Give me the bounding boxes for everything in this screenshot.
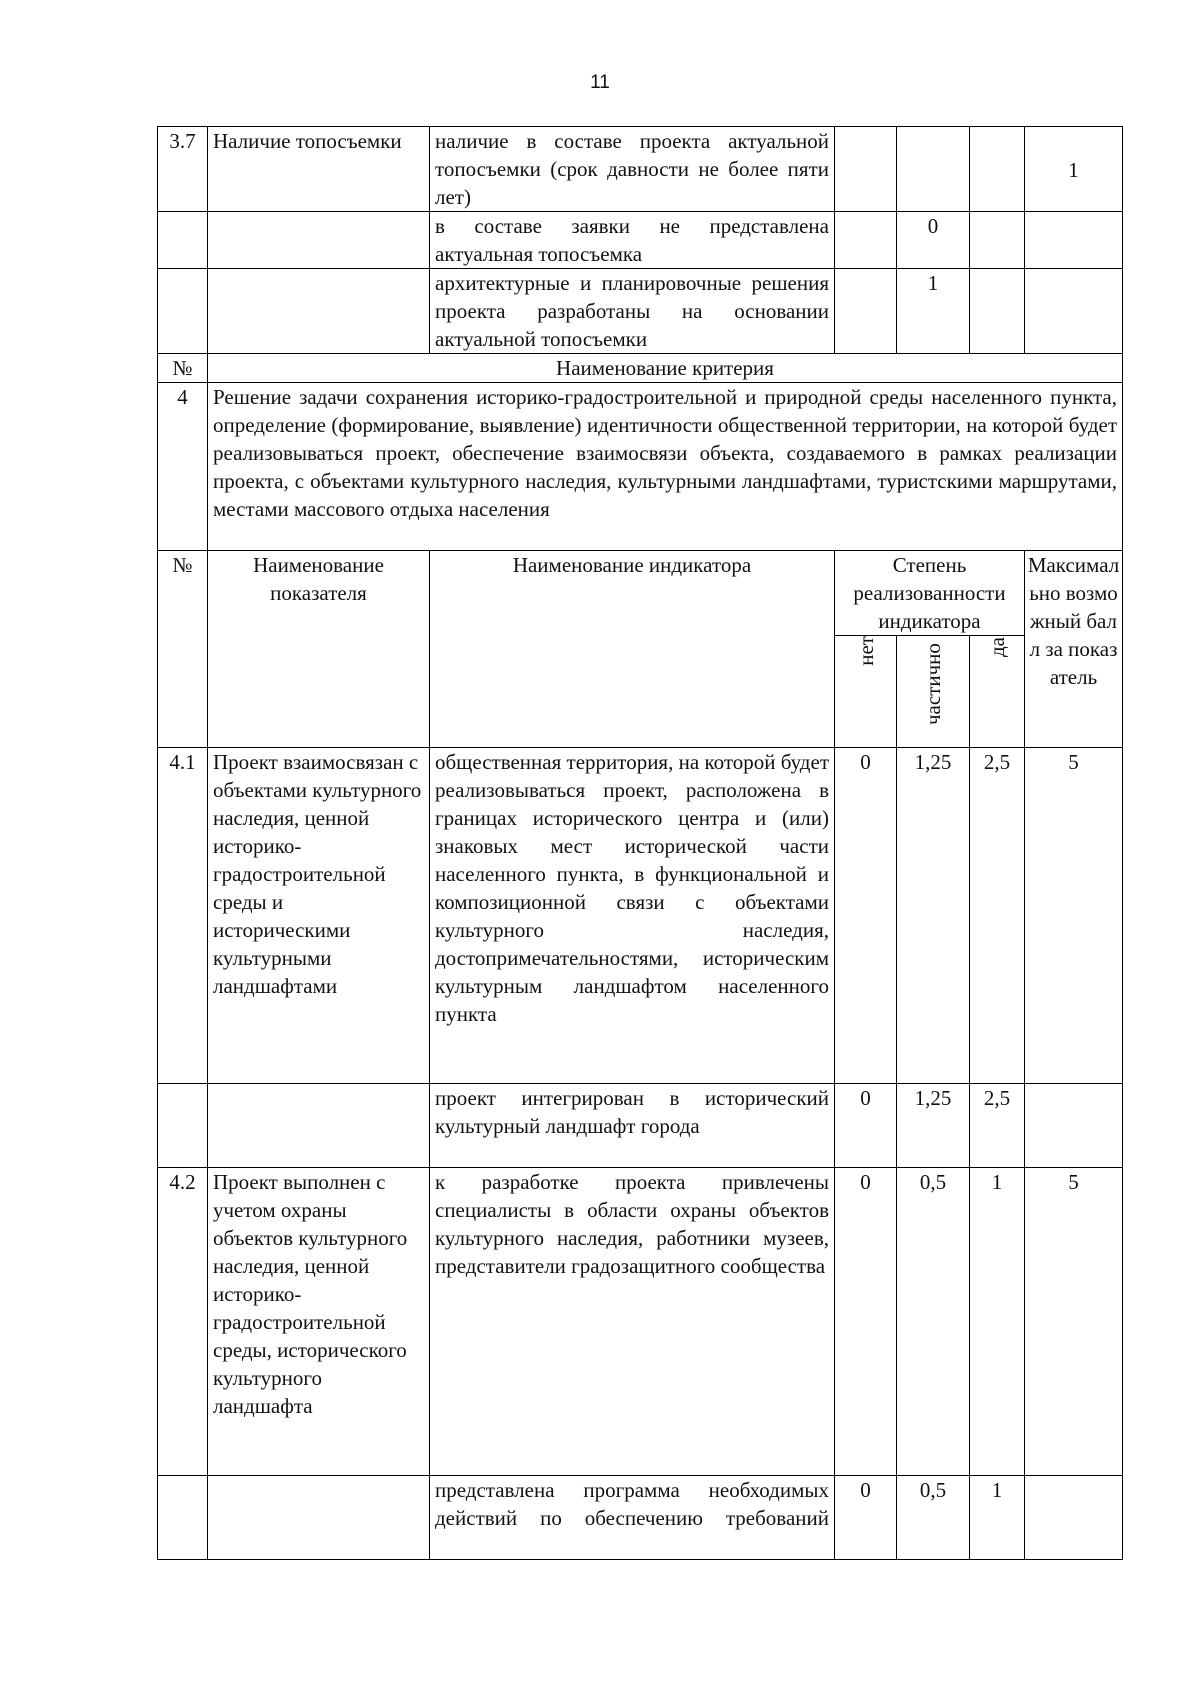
- col-no-text: нет: [853, 636, 878, 666]
- page-number: 11: [590, 72, 610, 93]
- indicator-text: в составе заявки не представлена актуальная топосъемка: [430, 212, 835, 269]
- cell-yes: 1: [970, 1168, 1025, 1476]
- cell-partial: [897, 127, 970, 212]
- col-partial-text: частично: [921, 643, 945, 725]
- row-number: 4.1: [158, 748, 208, 1084]
- cell-partial: 0: [897, 212, 970, 269]
- table-row: [158, 269, 1123, 354]
- criteria-table: [157, 126, 1123, 1560]
- cell-yes: [970, 127, 1025, 212]
- indicator-text: проект интегрирован в исторический культурный ландшафт города: [430, 1084, 835, 1168]
- criterion-header-row: [158, 354, 1123, 383]
- cell-partial: 0,5: [897, 1476, 970, 1560]
- indicator-label: Наименование индикатора: [430, 551, 835, 748]
- cell-partial: 1,25: [897, 748, 970, 1084]
- cell-yes: 2,5: [970, 748, 1025, 1084]
- indicator-text: наличие в составе проекта актуальной топосъемки (срок давности не более пяти лет): [430, 127, 835, 212]
- cell-yes: 2,5: [970, 1084, 1025, 1168]
- indicator-text: общественная территория, на которой будет реализовываться проект, расположена в границах исторического центра и (или) знаковых мест исторической части населенного пункта, в функциональной и композиционной связи с объектами культурного наследия, достопримечательностями, историческим культурным ландшафтом населенного пункта: [430, 748, 835, 1084]
- cell-max: 1: [1025, 127, 1123, 212]
- degree-label: Степень реализованности индикатора: [835, 551, 1025, 636]
- row-number: 4.2: [158, 1168, 208, 1476]
- indicator-name: Проект выполнен с учетом охраны объектов культурного наследия, ценной историко-градостроительной среды, исторического культурного ландшафта: [208, 1168, 430, 1476]
- cell-partial: 0,5: [897, 1168, 970, 1476]
- cell-max: 5: [1025, 1168, 1123, 1476]
- criterion-text: Решение задачи сохранения историко-градостроительной и природной среды населенного пункта, определение (формирование, выявление) идентичности общественной территории, на которой будет реализовываться проект, обеспечение взаимосвязи объекта, создаваемого в рамках реализации проекта, с объектами культурного наследия, культурными ландшафтами, туристскими маршрутами, местами массового отдыха населения: [208, 383, 1123, 551]
- criterion-name-label: Наименование критерия: [208, 354, 1123, 383]
- cell-no: 0: [835, 1084, 897, 1168]
- cell-partial: 1,25: [897, 1084, 970, 1168]
- indicator-text: представлена программа необходимых действий по обеспечению требований: [430, 1476, 835, 1560]
- row-number: 3.7: [158, 127, 208, 212]
- col-partial-label: [897, 636, 970, 748]
- table-row: [158, 127, 1123, 212]
- number-label: №: [158, 551, 208, 748]
- number-label: №: [158, 354, 208, 383]
- table-row: [158, 748, 1123, 1084]
- col-no-label: [835, 636, 897, 748]
- col-yes-text: да: [985, 636, 1009, 657]
- indicator-header-row: [158, 551, 1123, 636]
- cell-no: 0: [835, 748, 897, 1084]
- criterion-row: [158, 383, 1123, 551]
- table-row: [158, 1476, 1123, 1560]
- cell-no: 0: [835, 1168, 897, 1476]
- indicator-name: Наличие топосъемки: [208, 127, 430, 212]
- criterion-number: 4: [158, 383, 208, 551]
- cell-no: [835, 127, 897, 212]
- table-row: [158, 1084, 1123, 1168]
- indicator-text: архитектурные и планировочные решения проекта разработаны на основании актуальной топосъемки: [430, 269, 835, 354]
- cell-max: 5: [1025, 748, 1123, 1084]
- cell-yes: 1: [970, 1476, 1025, 1560]
- cell-partial: 1: [897, 269, 970, 354]
- indicator-name-label: Наименование показателя: [208, 551, 430, 748]
- table-row: [158, 212, 1123, 269]
- max-score-label: Максимально возможный балл за показатель: [1025, 551, 1123, 748]
- col-yes-label: [970, 636, 1025, 748]
- cell-no: 0: [835, 1476, 897, 1560]
- indicator-name: Проект взаимосвязан с объектами культурного наследия, ценной историко-градостроительной среды и историческими культурными ландшафтами: [208, 748, 430, 1084]
- table-row: [158, 1168, 1123, 1476]
- indicator-text: к разработке проекта привлечены специалисты в области охраны объектов культурного наследия, работники музеев, представители градозащитного сообщества: [430, 1168, 835, 1476]
